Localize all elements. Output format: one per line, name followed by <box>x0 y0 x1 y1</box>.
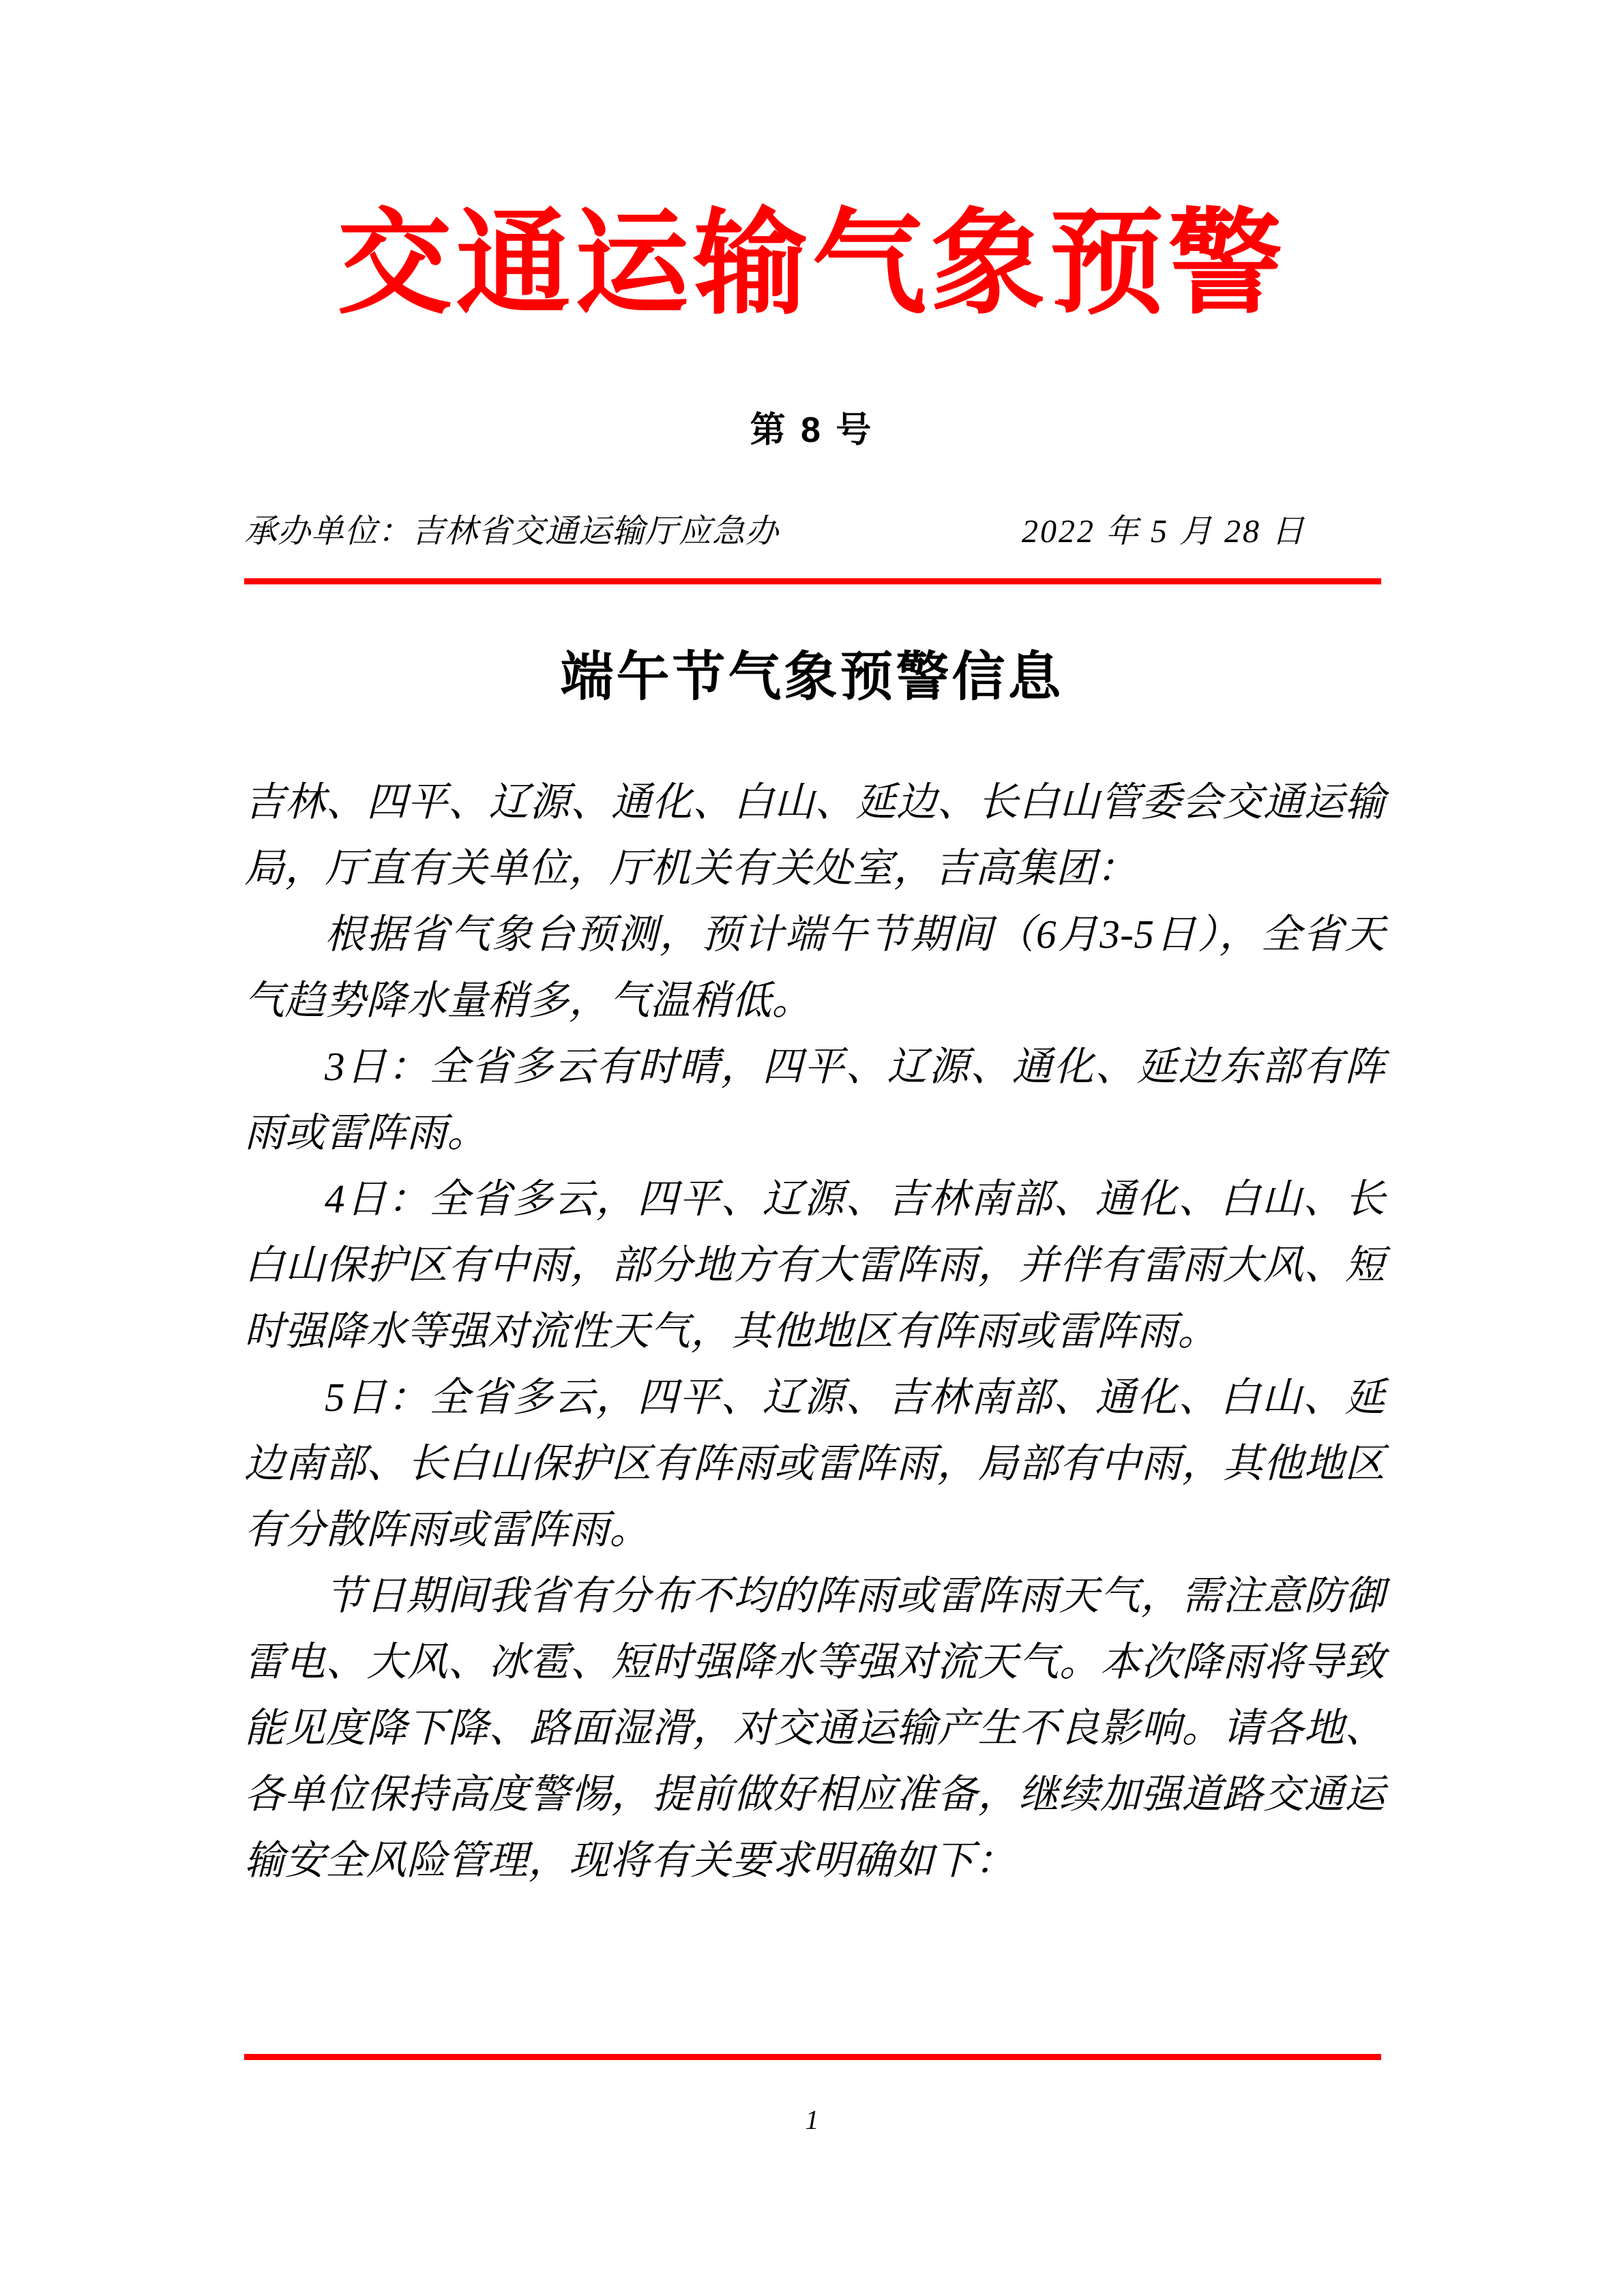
page-title: 端午节气象预警信息 <box>560 647 1064 706</box>
issuer-row <box>244 505 1381 552</box>
advisory-paragraph: 节日期间我省有分布不均的阵雨或雷阵雨天气，需注意防御雷电、大风、冰雹、短时强降水等强对流天气。本次降雨将导致能见度降下降、路面湿滑，对交通运输产生不良影响。请各地、各单位保持高度警惕，提前做好相应准备，继续加强道路交通运输安全风险管理，现将有关要求明确如下： <box>244 1573 1385 1883</box>
forecast-day5-paragraph: 5日：全省多云，四平、辽源、吉林南部、通化、白山、延边南部、长白山保护区有阵雨或雷阵雨，局部有中雨，其他地区有分散阵雨或雷阵雨。 <box>244 1375 1385 1552</box>
document-body <box>244 769 1385 1894</box>
forecast-day4-paragraph: 4日：全省多云，四平、辽源、吉林南部、通化、白山、长白山保护区有中雨，部分地方有大雷阵雨，并伴有雷雨大风、短时强降水等强对流性天气，其他地区有阵雨或雷阵雨。 <box>244 1176 1385 1354</box>
recipient-paragraph: 吉林、四平、辽源、通化、白山、延边、长白山管委会交通运输局，厅直有关单位，厅机关有关处室，吉高集团： <box>244 779 1385 891</box>
issue-number: 第 8 号 <box>750 411 874 450</box>
issuer-unit-label: 承办单位：吉林省交通运输厅应急办 <box>244 513 780 550</box>
issue-date: 2022 年 5 月 28 日 <box>1021 513 1306 550</box>
header-red-divider <box>244 578 1381 584</box>
footer-red-divider <box>244 2054 1381 2060</box>
masthead-title: 交通运输气象预警 <box>337 201 1287 328</box>
masthead <box>0 201 1624 328</box>
forecast-summary-paragraph: 根据省气象台预测，预计端午节期间（6月3-5日），全省天气趋势降水量稍多，气温稍低。 <box>244 912 1385 1023</box>
forecast-day3-paragraph: 3日：全省多云有时晴，四平、辽源、通化、延边东部有阵雨或雷阵雨。 <box>244 1044 1385 1155</box>
page-number: 1 <box>805 2104 819 2135</box>
